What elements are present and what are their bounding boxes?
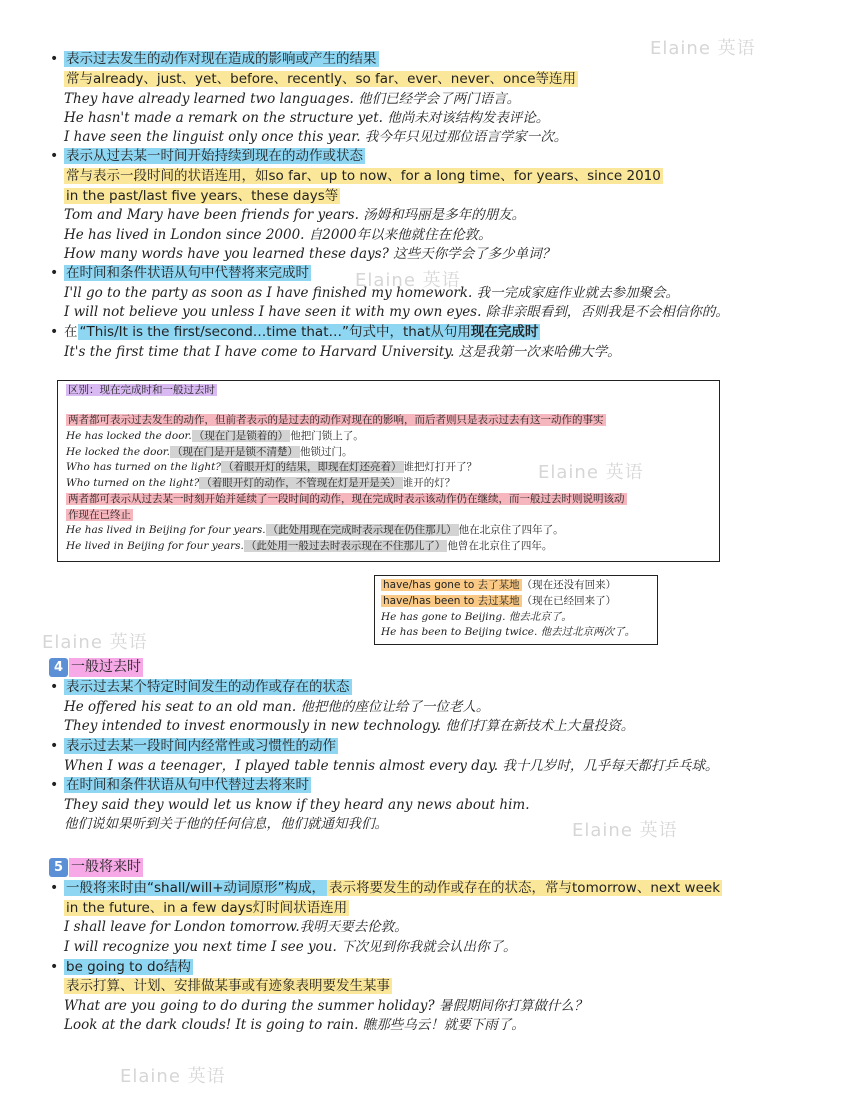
example-sentence: He offered his seat to an old man. 他把他的座位让给了一位老人。 bbox=[64, 699, 490, 715]
comparison-example: He lived in Beijing for four years. （此处用一般过去时表示现在不住那儿了） 他曾在北京住了四年。 bbox=[66, 540, 553, 552]
example-sentence: Tom and Mary have been friends for years. 汤姆和玛丽是多年的朋友。 bbox=[64, 207, 526, 223]
comparison-example: Who has turned on the light? （着眼开灯的结果，即现在灯还亮着） 谁把灯打开了？ bbox=[66, 461, 478, 473]
bullet-icon: • bbox=[50, 880, 59, 896]
gone-been-rule: have/has gone to 去了某地 （现在还没有回来） bbox=[383, 579, 617, 591]
example-sentence: Look at the dark clouds! It is going to rain. 瞧那些乌云！就要下雨了。 bbox=[64, 1017, 525, 1033]
usage-label: 表示过去某个特定时间发生的动作或存在的状态 bbox=[66, 679, 350, 695]
example-sentence: He has lived in London since 2000. 自2000年以来他就住在伦敦。 bbox=[64, 227, 492, 243]
example-sentence: I shall leave for London tomorrow.我明天要去伦敦。 bbox=[64, 919, 408, 935]
example-sentence: I'll go to the party as soon as I have finished my homework. 我一完成家庭作业就去参加聚会。 bbox=[64, 285, 680, 301]
example-sentence: How many words have you learned these days? 这些天你学会了多少单词？ bbox=[64, 246, 556, 262]
usage-label: 在时间和条件状语从句中代替过去将来时 bbox=[66, 777, 309, 793]
gone-been-example: He has gone to Beijing. 他去北京了。 bbox=[381, 611, 572, 623]
watermark: Elaine 英语 bbox=[42, 632, 148, 653]
bullet-icon: • bbox=[50, 777, 59, 793]
watermark: Elaine 英语 bbox=[355, 270, 461, 291]
section-number-badge: 4 bbox=[49, 658, 68, 677]
usage-label: 表示过去某一段时间内经常性或习惯性的动作 bbox=[66, 738, 336, 754]
bullet-icon: • bbox=[50, 959, 59, 975]
usage-adverbials: 常与already、just、yet、before、recently、so far、ever、never、once等连用 bbox=[66, 71, 577, 87]
section-title: 一般将来时 bbox=[71, 859, 141, 875]
comparison-example: He has lived in Beijing for four years. （此处用现在完成时表示现在仍住那儿） 他在北京住了四年了。 bbox=[66, 524, 564, 536]
comparison-note: 两者都可表示从过去某一时刻开始并延续了一段时间的动作，现在完成时表示该动作仍在继续，而一般过去时则说明该动 bbox=[68, 493, 625, 505]
comparison-title: 区别：现在完成时和一般过去时 bbox=[68, 384, 215, 396]
usage-label: 表示从过去某一时间开始持续到现在的动作或状态 bbox=[66, 148, 363, 164]
bullet-icon: • bbox=[50, 265, 59, 281]
example-sentence: He hasn't made a remark on the structure yet. 他尚未对该结构发表评论。 bbox=[64, 110, 550, 126]
example-sentence: When I was a teenager，I played table tennis almost every day. 我十几岁时，几乎每天都打乒乓球。 bbox=[64, 758, 719, 774]
watermark: Elaine 英语 bbox=[120, 1066, 226, 1087]
bullet-icon: • bbox=[50, 51, 59, 67]
example-sentence: What are you going to do during the summer holiday? 暑假期间你打算做什么？ bbox=[64, 998, 588, 1014]
usage-adverbials: in the past/last five years、these days等 bbox=[66, 188, 339, 204]
usage-label: 在 “This/It is the first/second…time that…”句式中，that从句用现在完成时 bbox=[64, 324, 539, 340]
comparison-note: 作现在已终止 bbox=[68, 509, 131, 521]
usage-label: 表示过去发生的动作对现在造成的影响或产生的结果 bbox=[66, 51, 377, 67]
usage-adverbials: 常与表示一段时间的状语连用，如so far、up to now、for a long time、for years、since 2010 bbox=[66, 168, 661, 184]
bullet-icon: • bbox=[50, 679, 59, 695]
usage-label: be going to do结构 bbox=[66, 959, 191, 975]
bullet-icon: • bbox=[50, 148, 59, 164]
watermark: Elaine 英语 bbox=[650, 38, 756, 59]
usage-label: 一般将来时由“shall/will+动词原形”构成， 表示将要发生的动作或存在的状态，常与tomorrow、next week bbox=[66, 880, 721, 896]
comparison-example: Who turned on the light? （着眼开灯的动作，不管现在灯是开是关） 谁开的灯？ bbox=[66, 477, 456, 489]
section-number-badge: 5 bbox=[49, 858, 68, 877]
usage-description: 表示打算、计划、安排做某事或有迹象表明要发生某事 bbox=[66, 978, 390, 994]
bullet-icon: • bbox=[50, 324, 59, 340]
usage-label: 在时间和条件状语从句中代替将来完成时 bbox=[66, 265, 309, 281]
example-sentence: I have seen the linguist only once this year. 我今年只见过那位语言学家一次。 bbox=[64, 129, 568, 145]
gone-been-rule: have/has been to 去过某地 （现在已经回来了） bbox=[383, 595, 617, 607]
watermark: Elaine 英语 bbox=[572, 820, 678, 841]
example-sentence: They said they would let us know if they heard any news about him. bbox=[64, 797, 530, 813]
example-sentence: They have already learned two languages. 他们已经学会了两门语言。 bbox=[64, 91, 521, 107]
example-sentence: I will recognize you next time I see you. 下次见到你我就会认出你了。 bbox=[64, 939, 517, 955]
watermark: Elaine 英语 bbox=[538, 462, 644, 483]
example-sentence: I will not believe you unless I have seen it with my own eyes. 除非亲眼看到，否则我是不会相信你的。 bbox=[64, 304, 729, 320]
bullet-icon: • bbox=[50, 738, 59, 754]
example-sentence: 他们说如果听到关于他的任何信息，他们就通知我们。 bbox=[64, 816, 388, 832]
gone-been-example: He has been to Beijing twice. 他去过北京两次了。 bbox=[381, 626, 636, 638]
example-sentence: They intended to invest enormously in new technology. 他们打算在新技术上大量投资。 bbox=[64, 718, 635, 734]
comparison-example: He has locked the door. （现在门是锁着的） 他把门锁上了。 bbox=[66, 430, 364, 442]
comparison-example: He locked the door. （现在门是开是锁不清楚） 他锁过门。 bbox=[66, 446, 353, 458]
comparison-note: 两者都可表示过去发生的动作，但前者表示的是过去的动作对现在的影响，而后者则只是表示过去有这一动作的事实 bbox=[68, 414, 604, 426]
example-sentence: It's the first time that I have come to Harvard University. 这是我第一次来哈佛大学。 bbox=[64, 344, 621, 360]
usage-adverbials: in the future、in a few days灯时间状语连用 bbox=[66, 900, 348, 916]
section-title: 一般过去时 bbox=[71, 659, 141, 675]
